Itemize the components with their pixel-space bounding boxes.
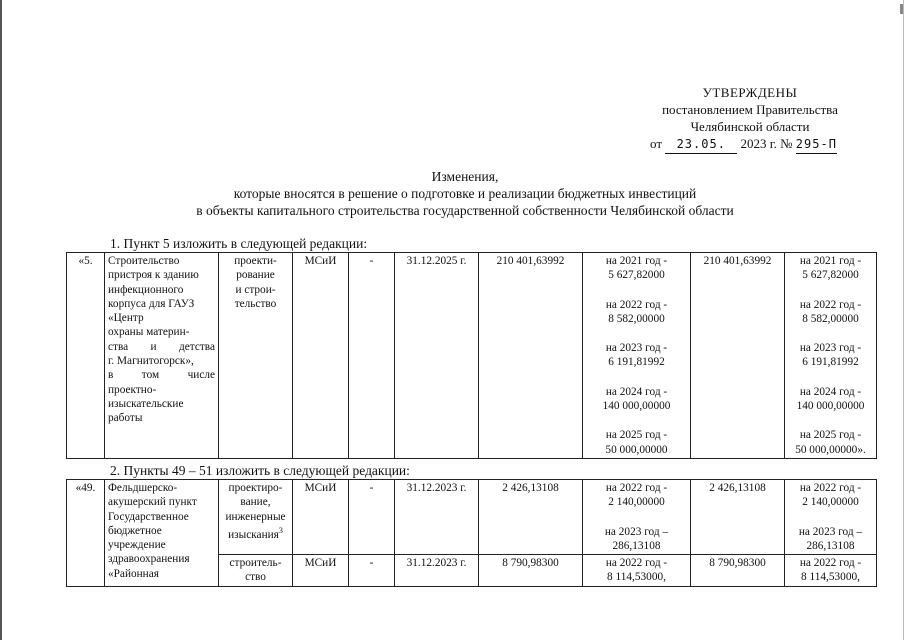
- completion-date: 31.12.2023 г.: [395, 480, 479, 555]
- heading-line3: в объекты капитального строительства государственной собственности Челябинской области: [196, 203, 734, 218]
- budget-yearly-amounts: на 2022 год - 2 140,00000 на 2023 год – 286,13108: [785, 480, 877, 555]
- table-point-5: [66, 252, 877, 459]
- row-number: «49.: [67, 480, 105, 587]
- approval-number-field: [796, 135, 837, 154]
- budget-cost: 2 426,13108: [691, 480, 785, 555]
- work-type: проекти- рование и строи- тельство: [219, 253, 293, 459]
- estimated-cost: 2 426,13108: [479, 480, 583, 555]
- point-1: 1. Пункт 5 изложить в следующей редакции:: [110, 236, 368, 251]
- dash-cell: -: [349, 253, 395, 459]
- budget-cost: 210 401,63992: [691, 253, 785, 459]
- approval-block: [640, 84, 860, 154]
- estimated-cost: 210 401,63992: [479, 253, 583, 459]
- dash-cell: -: [349, 480, 395, 555]
- point-2: 2. Пункты 49 – 51 изложить в следующей редакции:: [110, 463, 410, 478]
- work-type: строитель- ство: [219, 555, 293, 587]
- scan-right-edge: [903, 0, 904, 640]
- responsible-org: МСиИ: [293, 480, 349, 555]
- approval-year: 2023 г. №: [740, 136, 793, 151]
- approval-prefix: от: [650, 136, 663, 151]
- yearly-amounts: на 2022 год - 2 140,00000 на 2023 год – 286,13108: [583, 480, 691, 555]
- scan-mark: [900, 4, 903, 14]
- heading-line2: которые вносятся в решение о подготовке и реализации бюджетных инвестиций: [233, 186, 697, 201]
- responsible-org: МСиИ: [293, 555, 349, 587]
- approval-date-field: [665, 135, 737, 154]
- completion-date: 31.12.2023 г.: [395, 555, 479, 587]
- dash-cell: -: [349, 555, 395, 587]
- table-points-49-51: [66, 479, 877, 587]
- heading-line1: Изменения,: [431, 169, 499, 184]
- table-row: [67, 253, 877, 459]
- approval-title: УТВЕРЖДЕНЫ: [702, 85, 798, 100]
- scan-left-edge: [0, 0, 2, 640]
- work-type: проектиро- вание, инженерные изыскания$^3$: [219, 480, 293, 555]
- object-name: Фельдшерско- акушерский пункт Государственное бюджетное учреждение здравоохранения «Районная: [105, 480, 219, 587]
- approval-date: 23.05.: [676, 137, 726, 151]
- responsible-org: МСиИ: [293, 253, 349, 459]
- row-number: «5.: [67, 253, 105, 459]
- estimated-cost: 8 790,98300: [479, 555, 583, 587]
- footnote-mark: 3: [278, 525, 283, 535]
- document-heading: [100, 168, 830, 219]
- approval-date-line: [640, 135, 860, 154]
- yearly-amounts: на 2021 год - 5 627,82000 на 2022 год - 8 582,00000 на 2023 год - 6 191,81992 на 2024 год - 140 000,00000 на 2025 год - 50 000,00000: [583, 253, 691, 459]
- approval-number: 295-П: [795, 137, 837, 151]
- table-row: [67, 480, 877, 555]
- budget-cost: 8 790,98300: [691, 555, 785, 587]
- completion-date: 31.12.2025 г.: [395, 253, 479, 459]
- budget-yearly-amounts: на 2021 год - 5 627,82000 на 2022 год - 8 582,00000 на 2023 год - 6 191,81992 на 2024 год - 140 000,00000 на 2025 год - 50 000,00000».: [785, 253, 877, 459]
- object-name: Строительство пристроя к зданию инфекционного корпуса для ГАУЗ «Центр охраны материн- ства и детства г. Магнитогорск», в том числе проектно- изыскательские работы: [105, 253, 219, 459]
- approval-line2: постановлением Правительства: [662, 102, 838, 117]
- approval-line3: Челябинской области: [690, 119, 810, 134]
- budget-yearly-amounts: на 2022 год - 8 114,53000,: [785, 555, 877, 587]
- yearly-amounts: на 2022 год - 8 114,53000,: [583, 555, 691, 587]
